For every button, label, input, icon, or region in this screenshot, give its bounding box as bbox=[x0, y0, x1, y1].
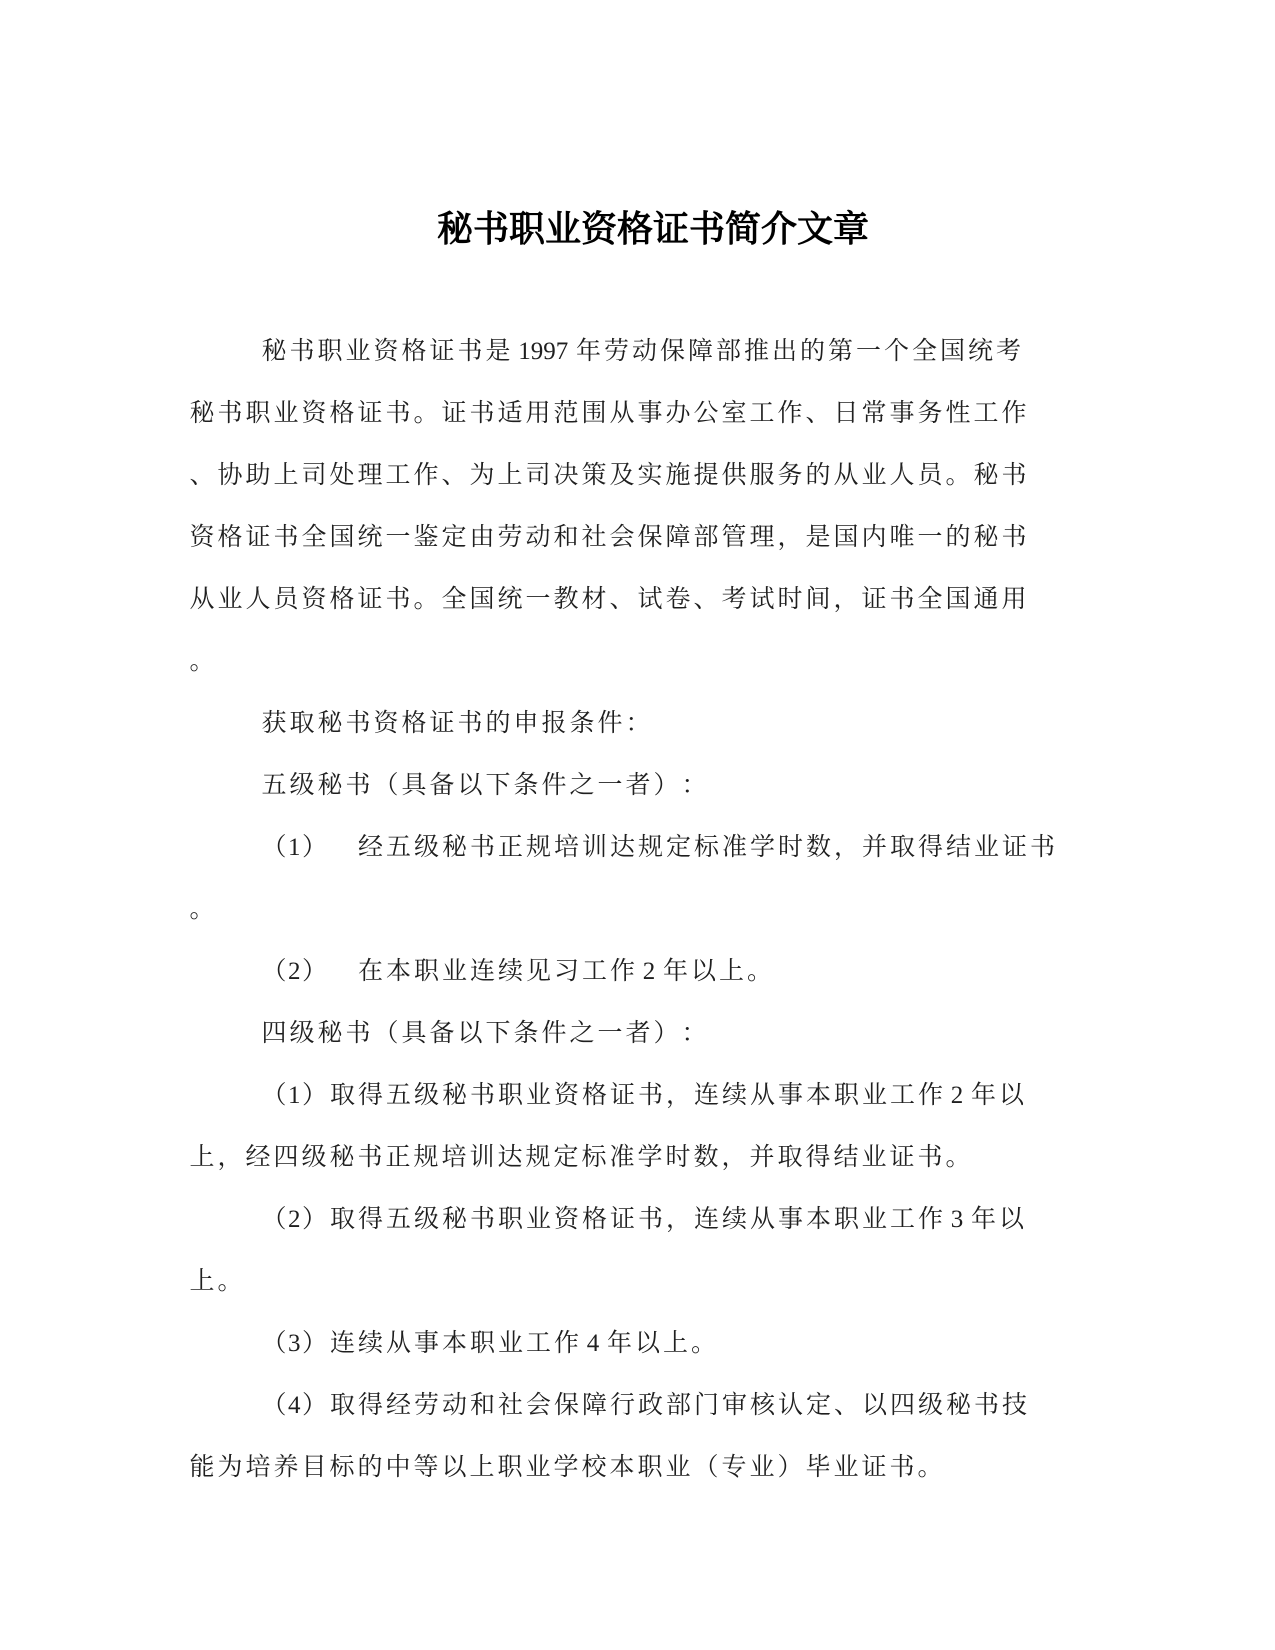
text-line: 从 业 人 员 资 格 证 书 。 全 国 统 一 教 材 、 试 卷 、 考 试 时 间 ， 证 书 全 国 通 用 bbox=[189, 586, 1027, 613]
document-title: 秘书职业资格证书简介文章 bbox=[437, 208, 870, 249]
text-line: 上 。 bbox=[189, 1268, 243, 1295]
text-line: 能 为 培 养 目 标 的 中 等 以 上 职 业 学 校 本 职 业 （ 专 业 ） 毕 业 证 书 。 bbox=[189, 1454, 943, 1481]
text-line: （4） 取 得 经 劳 动 和 社 会 保 障 行 政 部 门 审 核 认 定 、 以 四 级 秘 书 技 bbox=[261, 1392, 1027, 1419]
text-line: 资 格 证 书 全 国 统 一 鉴 定 由 劳 动 和 社 会 保 障 部 管 理 ， 是 国 内 唯 一 的 秘 书 bbox=[189, 524, 1027, 551]
text-line: （2） 取 得 五 级 秘 书 职 业 资 格 证 书 ， 连 续 从 事 本 职 业 工 作 3 年 以 bbox=[261, 1206, 1024, 1233]
text-line: 、 协 助 上 司 处 理 工 作 、 为 上 司 决 策 及 实 施 提 供 服 务 的 从 业 人 员 。 秘 书 bbox=[189, 462, 1027, 489]
text-line: 。 bbox=[189, 648, 215, 675]
text-line: 。 bbox=[189, 896, 215, 923]
text-line: 秘 书 职 业 资 格 证 书 。 证 书 适 用 范 围 从 事 办 公 室 工 作 、 日 常 事 务 性 工 作 bbox=[189, 400, 1027, 427]
text-line: （1） 经 五 级 秘 书 正 规 培 训 达 规 定 标 准 学 时 数 ， 并 取 得 结 业 证 书 bbox=[261, 834, 1055, 861]
text-line: （2） 在 本 职 业 连 续 见 习 工 作 2 年 以 上 。 bbox=[261, 958, 772, 985]
document-body bbox=[188, 321, 1058, 1499]
text-line: 五 级 秘 书 （ 具 备 以 下 条 件 之 一 者 ） ： bbox=[261, 772, 707, 799]
text-line: 上 ， 经 四 级 秘 书 正 规 培 训 达 规 定 标 准 学 时 数 ， 并 取 得 结 业 证 书 。 bbox=[189, 1144, 971, 1171]
text-line: 获 取 秘 书 资 格 证 书 的 申 报 条 件 ： bbox=[261, 710, 651, 737]
text-line: 四 级 秘 书 （ 具 备 以 下 条 件 之 一 者 ） ： bbox=[261, 1020, 707, 1047]
text-line: 秘 书 职 业 资 格 证 书 是 1997 年 劳 动 保 障 部 推 出 的 第 一 个 全 国 统 考 bbox=[261, 338, 1021, 365]
text-line: （1） 取 得 五 级 秘 书 职 业 资 格 证 书 ， 连 续 从 事 本 职 业 工 作 2 年 以 bbox=[261, 1082, 1024, 1109]
text-line: （3） 连 续 从 事 本 职 业 工 作 4 年 以 上 。 bbox=[261, 1330, 716, 1357]
